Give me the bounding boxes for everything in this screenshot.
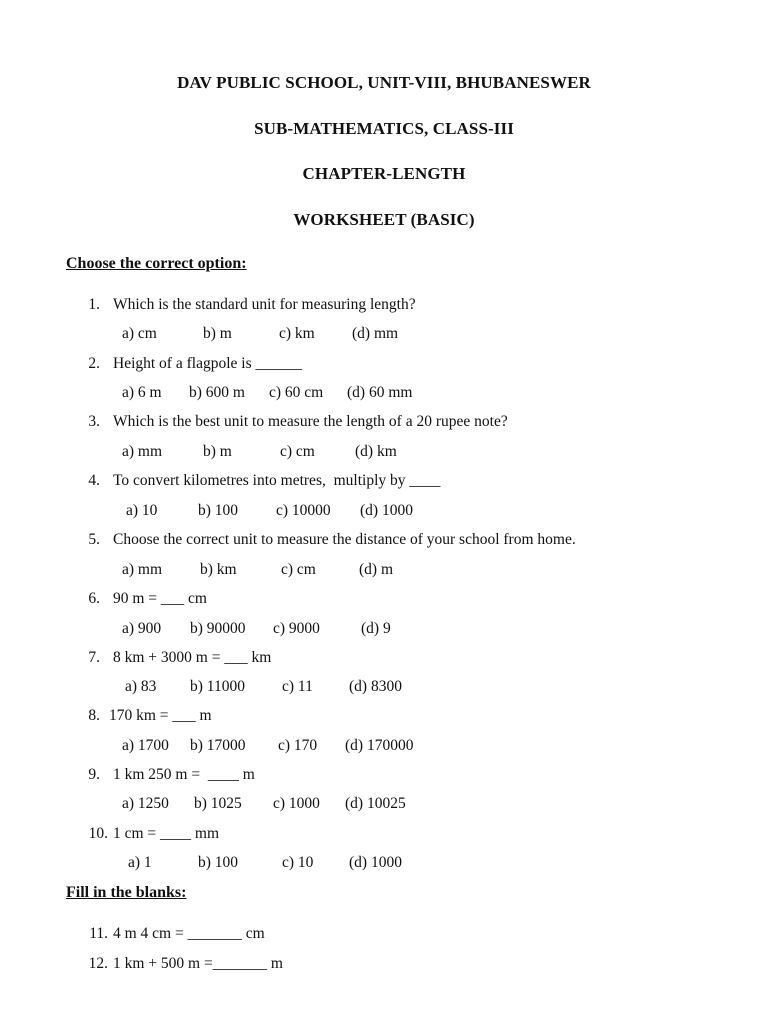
question-text: Choose the correct unit to measure the distance of your school from home. bbox=[113, 531, 576, 548]
question-text: 1 cm = ____ mm bbox=[113, 825, 220, 842]
question-number: 12. bbox=[88, 955, 108, 972]
option-c: c) 11 bbox=[282, 678, 313, 695]
option-d: (d) 10025 bbox=[345, 795, 406, 812]
question-text: 170 km = ___ m bbox=[109, 707, 212, 724]
question-number: 6. bbox=[88, 590, 100, 607]
option-c: c) km bbox=[279, 325, 315, 342]
option-b: b) 100 bbox=[198, 854, 239, 871]
option-b: b) 17000 bbox=[190, 737, 246, 754]
question-text: Height of a flagpole is ______ bbox=[113, 355, 302, 372]
option-d: (d) 9 bbox=[361, 620, 391, 637]
question-number: 11. bbox=[89, 925, 108, 942]
option-a: a) 900 bbox=[122, 620, 162, 637]
question-text: Which is the standard unit for measuring length? bbox=[113, 296, 416, 313]
option-a: a) mm bbox=[122, 443, 163, 460]
question-text: 90 m = ___ cm bbox=[113, 590, 207, 607]
option-a: a) mm bbox=[122, 561, 163, 578]
option-d: (d) 1000 bbox=[349, 854, 402, 871]
option-b: b) 600 m bbox=[189, 384, 245, 401]
option-a: a) 10 bbox=[126, 502, 158, 519]
option-c: c) 170 bbox=[278, 737, 318, 754]
chapter-title: CHAPTER-LENGTH bbox=[302, 164, 466, 183]
question-text: To convert kilometres into metres, multiply by ____ bbox=[113, 472, 441, 489]
option-b: b) 100 bbox=[198, 502, 239, 519]
question-number: 8. bbox=[88, 707, 100, 724]
option-a: a) 1700 bbox=[122, 737, 169, 754]
question-number: 2. bbox=[88, 355, 100, 372]
option-d: (d) 60 mm bbox=[347, 384, 413, 401]
school-title: DAV PUBLIC SCHOOL, UNIT-VIII, BHUBANESWER bbox=[177, 73, 591, 92]
option-d: (d) mm bbox=[352, 325, 399, 342]
question-text: Which is the best unit to measure the length of a 20 rupee note? bbox=[113, 413, 508, 430]
option-b: b) 1025 bbox=[194, 795, 242, 812]
question-number: 5. bbox=[88, 531, 100, 548]
option-a: a) cm bbox=[122, 325, 157, 342]
option-d: (d) km bbox=[355, 443, 397, 460]
option-b: b) 90000 bbox=[190, 620, 246, 637]
option-c: c) cm bbox=[281, 561, 316, 578]
option-a: a) 1 bbox=[128, 854, 152, 871]
worksheet-title: WORKSHEET (BASIC) bbox=[293, 210, 475, 229]
option-d: (d) 1000 bbox=[360, 502, 413, 519]
option-d: (d) 170000 bbox=[345, 737, 414, 754]
question-number: 10. bbox=[88, 825, 108, 842]
question-text: 8 km + 3000 m = ___ km bbox=[113, 649, 272, 666]
option-a: a) 83 bbox=[125, 678, 157, 695]
question-number: 3. bbox=[88, 413, 100, 430]
question-number: 7. bbox=[88, 649, 100, 666]
question-text: 4 m 4 cm = _______ cm bbox=[113, 925, 265, 942]
option-b: b) m bbox=[203, 325, 232, 342]
option-c: c) 10 bbox=[282, 854, 314, 871]
question-number: 4. bbox=[88, 472, 100, 489]
option-b: b) 11000 bbox=[190, 678, 245, 695]
option-a: a) 1250 bbox=[122, 795, 169, 812]
question-number: 1. bbox=[88, 296, 100, 313]
option-b: b) km bbox=[200, 561, 237, 578]
question-text: 1 km + 500 m =_______ m bbox=[113, 955, 283, 972]
option-d: (d) 8300 bbox=[349, 678, 402, 695]
fill-section-title: Fill in the blanks: bbox=[66, 884, 187, 901]
option-c: c) cm bbox=[280, 443, 315, 460]
option-c: c) 1000 bbox=[273, 795, 320, 812]
mcq-section-title: Choose the correct option: bbox=[66, 255, 247, 272]
option-c: c) 9000 bbox=[273, 620, 320, 637]
option-a: a) 6 m bbox=[122, 384, 162, 401]
option-b: b) m bbox=[203, 443, 232, 460]
option-d: (d) m bbox=[359, 561, 394, 578]
subject-title: SUB-MATHEMATICS, CLASS-III bbox=[254, 119, 514, 138]
option-c: c) 60 cm bbox=[269, 384, 324, 401]
question-text: 1 km 250 m = ____ m bbox=[113, 766, 255, 783]
option-c: c) 10000 bbox=[276, 502, 331, 519]
question-number: 9. bbox=[88, 766, 100, 783]
